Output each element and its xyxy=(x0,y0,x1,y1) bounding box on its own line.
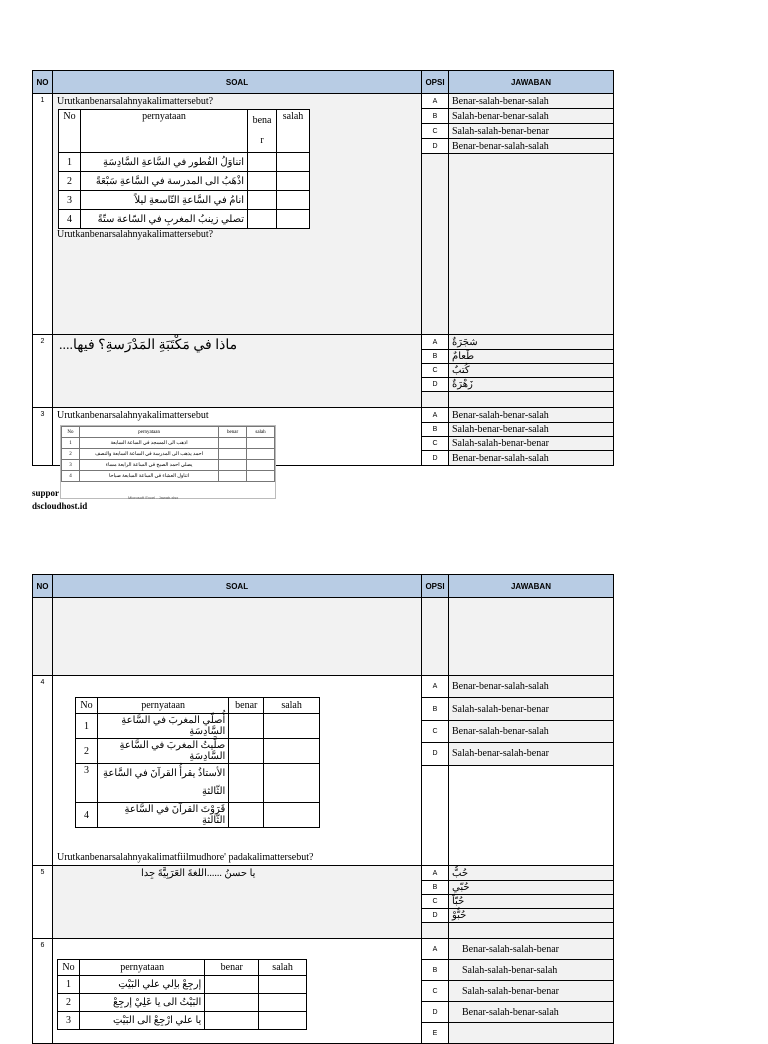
header-opsi: OPSI xyxy=(422,71,449,94)
option-label: C xyxy=(422,124,449,139)
answer-cell-benar[interactable] xyxy=(229,764,264,803)
table-header-pernyataan: pernyataan xyxy=(97,698,228,714)
answer-cell-salah[interactable] xyxy=(264,803,320,828)
header-soal: SOAL xyxy=(53,71,422,94)
option-answer[interactable]: حُبّاً xyxy=(449,895,614,909)
option-answer[interactable]: Benar-benar-salah-salah xyxy=(449,676,614,698)
header-jawaban: JAWABAN xyxy=(449,575,614,598)
option-answer[interactable]: زَهْرَةٌ xyxy=(449,378,614,392)
question-number: 3 xyxy=(33,408,53,466)
empty-cell xyxy=(449,392,614,408)
option-label: D xyxy=(422,909,449,923)
statement-text: يصلي احمد الصبح في الساعة الرابعة مساء xyxy=(79,460,218,471)
option-answer[interactable]: كُتبٌ xyxy=(449,364,614,378)
empty-cell xyxy=(422,154,449,335)
option-answer[interactable]: Salah-salah-benar-benar xyxy=(449,981,614,1002)
option-label: B xyxy=(422,698,449,720)
option-answer[interactable]: Salah-benar-benar-salah xyxy=(449,423,614,437)
table-header-pernyataan: pernyataan xyxy=(80,110,247,153)
answer-cell-salah xyxy=(247,460,275,471)
option-answer[interactable]: Benar-benar-salah-salah xyxy=(449,451,614,466)
row-number: 4 xyxy=(76,803,98,828)
statement-table xyxy=(75,697,320,828)
option-label: B xyxy=(422,109,449,124)
row-number: 2 xyxy=(76,739,98,764)
question-4-text: Urutkanbenarsalahnyakalimatfiilmudhore' padakalimattersebut? xyxy=(57,852,314,863)
option-answer[interactable]: Benar-salah-salah-benar xyxy=(449,939,614,960)
statement-text: البَيْتُ الى يا عَلِيْ إرجِعْ xyxy=(79,994,204,1012)
question-number: 5 xyxy=(33,866,53,939)
empty-cell xyxy=(422,923,449,939)
question-1-cell xyxy=(53,94,422,335)
table-header-benar: bena r xyxy=(248,110,277,153)
option-label: C xyxy=(422,437,449,451)
table-header-benar: benar xyxy=(229,698,264,714)
statement-table xyxy=(58,109,310,229)
question-3-text: Urutkanbenarsalahnyakalimattersebut xyxy=(57,410,209,421)
answer-cell-benar[interactable] xyxy=(205,976,259,994)
answer-cell-benar[interactable] xyxy=(229,714,264,739)
question-number: 4 xyxy=(33,676,53,866)
statement-text: قَرَوْتَ القرآنَ في السَّاعةِ الثّالثةِ xyxy=(97,803,228,828)
embedded-statement-image xyxy=(60,425,276,499)
option-label: D xyxy=(422,378,449,392)
option-label: D xyxy=(422,1002,449,1023)
empty-cell xyxy=(449,154,614,335)
answer-cell-benar xyxy=(219,460,247,471)
answer-cell-salah[interactable] xyxy=(277,191,310,210)
answer-cell-benar xyxy=(219,449,247,460)
option-label: E xyxy=(422,1023,449,1044)
header-soal: SOAL xyxy=(53,575,422,598)
answer-cell-salah[interactable] xyxy=(259,976,307,994)
answer-cell-salah[interactable] xyxy=(259,994,307,1012)
option-answer[interactable]: طَعامٌ xyxy=(449,350,614,364)
row-number: 2 xyxy=(62,449,80,460)
question-2-text: ماذا في مَكْتَبَةِ المَدْرَسةِ؟ فيها.... xyxy=(59,338,238,353)
answer-cell-salah[interactable] xyxy=(259,1012,307,1030)
option-label: B xyxy=(422,960,449,981)
option-answer[interactable]: حُبّي xyxy=(449,881,614,895)
row-number: 1 xyxy=(59,153,81,172)
table-header-no: No xyxy=(76,698,98,714)
statement-table xyxy=(57,959,307,1030)
option-answer[interactable] xyxy=(449,1023,614,1044)
option-label: A xyxy=(422,676,449,698)
statement-text: اذْهَبُ الى المدرسة في السَّاعةِ سَبْعَةً xyxy=(80,172,247,191)
option-answer[interactable]: Salah-salah-benar-benar xyxy=(449,698,614,720)
header-opsi: OPSI xyxy=(422,575,449,598)
answer-cell-benar xyxy=(219,438,247,449)
option-label: A xyxy=(422,335,449,350)
option-answer[interactable]: Benar-salah-benar-salah xyxy=(449,720,614,742)
row-number: 1 xyxy=(58,976,80,994)
answer-cell-benar[interactable] xyxy=(205,994,259,1012)
option-label: B xyxy=(422,350,449,364)
table-header-pernyataan: pernyataan xyxy=(79,960,204,976)
empty-cell xyxy=(449,923,614,939)
row-number: 1 xyxy=(76,714,98,739)
question-5-text: يا حسنُ ......اللغةَ العَرَبِيَّةَ جِدا xyxy=(141,868,256,879)
option-label: A xyxy=(422,939,449,960)
question-6-cell xyxy=(53,939,422,1044)
option-label: D xyxy=(422,451,449,466)
option-answer[interactable]: Salah-salah-benar-benar xyxy=(449,437,614,451)
option-answer[interactable]: Salah-benar-salah-benar xyxy=(449,743,614,765)
table-header-benar: benar xyxy=(219,427,247,438)
answer-cell-benar[interactable] xyxy=(229,803,264,828)
header-jawaban: JAWABAN xyxy=(449,71,614,94)
header-no: NO xyxy=(33,575,53,598)
statement-text: اتناوَلُ الفُطور في السَّاعةِ السَّادِسَةِ xyxy=(80,153,247,172)
option-label: B xyxy=(422,881,449,895)
row-number: 2 xyxy=(58,994,80,1012)
statement-text: انامُ في السَّاعةِ التّاسعةِ ليلاً xyxy=(80,191,247,210)
option-label: C xyxy=(422,720,449,742)
table-header-salah: salah xyxy=(247,427,275,438)
table-header-no: No xyxy=(59,110,81,153)
question-1-text-repeat: Urutkanbenarsalahnyakalimattersebut? xyxy=(57,229,214,240)
option-label: C xyxy=(422,895,449,909)
answer-cell-salah xyxy=(247,449,275,460)
option-answer[interactable]: Benar-salah-benar-salah xyxy=(449,408,614,423)
answer-cell-salah xyxy=(247,471,275,482)
empty-cell xyxy=(422,392,449,408)
answer-cell-salah[interactable] xyxy=(264,714,320,739)
option-answer[interactable]: Benar-salah-benar-salah xyxy=(449,94,614,109)
answer-cell-salah[interactable] xyxy=(264,739,320,764)
row-number: 3 xyxy=(76,764,98,803)
table-header-benar: benar xyxy=(205,960,259,976)
answer-cell-benar[interactable] xyxy=(205,1012,259,1030)
question-number: 6 xyxy=(33,939,53,1044)
answer-cell-benar[interactable] xyxy=(248,153,277,172)
row-number: 4 xyxy=(62,471,80,482)
answer-cell-salah[interactable] xyxy=(264,764,320,803)
question-number: 1 xyxy=(33,94,53,335)
option-label: B xyxy=(422,423,449,437)
empty-cell xyxy=(449,598,614,676)
answer-cell-benar[interactable] xyxy=(248,191,277,210)
answer-cell-benar[interactable] xyxy=(229,739,264,764)
row-number: 2 xyxy=(59,172,81,191)
statement-text: صلَّيتُ المغربَ في السَّاعةِ السَّادِسَةِ xyxy=(97,739,228,764)
answer-cell-salah[interactable] xyxy=(277,153,310,172)
answer-cell-benar[interactable] xyxy=(248,172,277,191)
table-header-salah: salah xyxy=(277,110,310,153)
option-label: A xyxy=(422,408,449,423)
answer-cell-salah xyxy=(247,438,275,449)
footer-host-text: dscloudhost.id xyxy=(32,501,88,511)
table-header-salah: salah xyxy=(264,698,320,714)
option-answer[interactable]: حُبٌّ xyxy=(449,866,614,881)
empty-cell xyxy=(33,598,53,676)
answer-cell-salah[interactable] xyxy=(277,172,310,191)
image-caption: Microsoft Excel - Jawab.xlsx xyxy=(128,495,179,500)
option-answer[interactable]: شجَرَةٌ xyxy=(449,335,614,350)
header-no: NO xyxy=(33,71,53,94)
table-header-no: No xyxy=(58,960,80,976)
statement-text: يا علي ارْجِعْ الى البَيْتِ xyxy=(79,1012,204,1030)
table-header-pernyataan: pernyataan xyxy=(79,427,218,438)
option-label: C xyxy=(422,364,449,378)
statement-text: أُصلّي المغربَ في السَّاعةِ السَّادِسَةِ xyxy=(97,714,228,739)
question-sheet-2 xyxy=(32,574,614,1044)
option-answer[interactable]: Salah-salah-benar-benar xyxy=(449,124,614,139)
option-label: D xyxy=(422,139,449,154)
statement-text: اتناول العشاء في الساعة السابعة صباحا xyxy=(79,471,218,482)
table-header-no: No xyxy=(62,427,80,438)
row-number: 1 xyxy=(62,438,80,449)
statement-text: اذهب الى المسجد في الساعة السابعة xyxy=(79,438,218,449)
empty-cell xyxy=(53,598,422,676)
row-number: 3 xyxy=(59,191,81,210)
option-label: D xyxy=(422,743,449,765)
question-4-cell xyxy=(53,676,422,866)
option-answer[interactable]: Salah-benar-benar-salah xyxy=(449,109,614,124)
option-label: C xyxy=(422,981,449,1002)
option-answer[interactable]: Benar-salah-benar-salah xyxy=(449,1002,614,1023)
answer-cell-salah[interactable] xyxy=(277,210,310,229)
answer-cell-benar[interactable] xyxy=(248,210,277,229)
statement-text: إرجِعْ باِلي علي البَيْتِ xyxy=(79,976,204,994)
table-header-salah: salah xyxy=(259,960,307,976)
empty-cell xyxy=(449,765,614,865)
answer-cell-benar xyxy=(219,471,247,482)
statement-text: احمد يذهب الى المدرسة في الساعة السابعة والنصف xyxy=(79,449,218,460)
question-5-cell xyxy=(53,866,422,939)
question-number: 2 xyxy=(33,335,53,408)
option-answer[interactable]: حُبُّوْ xyxy=(449,909,614,923)
statement-table-small xyxy=(61,426,275,482)
option-answer[interactable]: Benar-benar-salah-salah xyxy=(449,139,614,154)
question-2-cell xyxy=(53,335,422,408)
statement-text: تصلي زينبُ المغربِ في السّاعة ستّةً xyxy=(80,210,247,229)
row-number: 4 xyxy=(59,210,81,229)
footer-support-text: suppor xyxy=(32,488,60,498)
row-number: 3 xyxy=(62,460,80,471)
question-1-text: Urutkanbenarsalahnyakalimattersebut? xyxy=(57,96,214,107)
question-sheet-1 xyxy=(32,70,614,466)
statement-text: الأستاذُ يقرأُ القرآنَ في السَّاعةِ الثّالثةِ xyxy=(97,764,228,803)
option-label: A xyxy=(422,94,449,109)
option-answer[interactable]: Salah-salah-benar-salah xyxy=(449,960,614,981)
empty-cell xyxy=(422,765,449,865)
empty-cell xyxy=(422,598,449,676)
row-number: 3 xyxy=(58,1012,80,1030)
option-label: A xyxy=(422,866,449,881)
